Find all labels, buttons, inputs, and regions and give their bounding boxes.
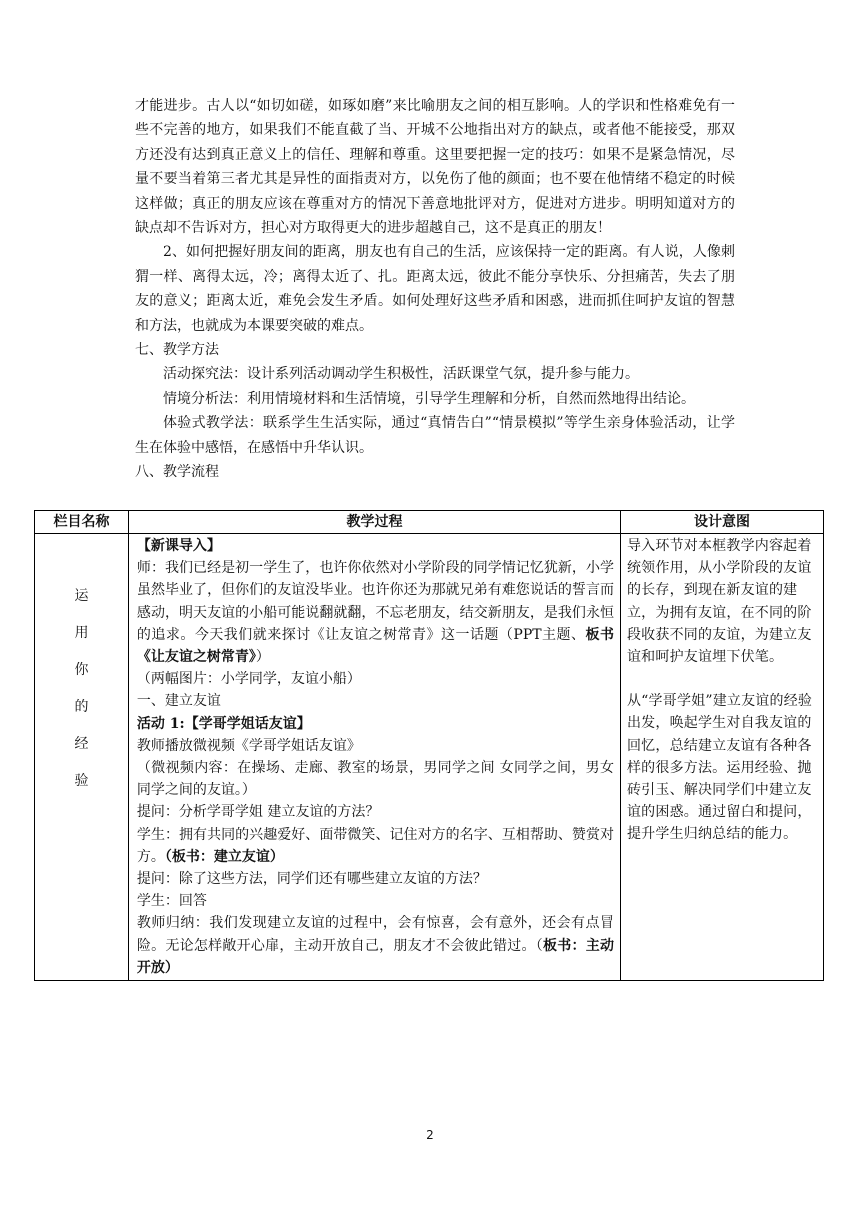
- teaching-flow-table: [34, 510, 824, 981]
- method-situation: 情境分析法：利用情境材料和生活情境，引导学生理解和分析，自然而然地得出结论。: [163, 390, 695, 407]
- teaching-process-cell: [128, 534, 620, 981]
- method-activity: 活动探究法：设计系列活动调动学生积极性，活跃课堂气氛，提升参与能力。: [163, 366, 639, 383]
- video-note: 教师播放微视频《学哥学姐话友谊》: [136, 737, 361, 754]
- section-heading-flow: 八、教学流程: [135, 464, 219, 481]
- header-teaching-process: 教学过程: [128, 511, 620, 534]
- method-experience: 体验式教学法：联系学生生活实际，通过“真情告白”“情景模拟”等学生亲身体验活动，让学生在体验中感悟，在感悟中升华认识。: [135, 415, 735, 456]
- table-row: [35, 534, 824, 981]
- header-design-intent: 设计意图: [620, 511, 823, 534]
- design-intent-cell: [620, 534, 823, 981]
- student-answer: 学生：拥有共同的兴趣爱好、面带微笑、记住对方的名字、互相帮助、赞赏对方。（板书：建立友谊）: [136, 826, 614, 865]
- spacer: [627, 668, 817, 690]
- paragraph-friend-distance: 2、如何把握好朋友间的距离，朋友也有自己的生活，应该保持一定的距离。有人说，人像刺猬一样、离得太远，冷；离得太近了、扎。距离太远，彼此不能分享快乐、分担痛苦，失去了朋友的意义；距离太近，难免会发生矛盾。如何处理好这些矛盾和困惑，进而抓住呵护友谊的智慧和方法，也就成为本课要突破的难点。: [135, 244, 735, 334]
- blackboard-note-build: （板书：建立友谊）: [164, 848, 284, 865]
- body-text: [135, 94, 735, 485]
- table-header-row: [35, 511, 824, 534]
- section-char: 经: [74, 736, 89, 752]
- section-name-cell: [35, 534, 129, 981]
- part-heading-build-friendship: 一、建立友谊: [136, 693, 221, 710]
- section-char: 验: [74, 773, 89, 789]
- blackboard-note-title: 板书《让友谊之树常青》: [136, 626, 614, 666]
- question-text-2: 提问：除了这些方法，同学们还有哪些建立友谊的方法？: [136, 871, 487, 888]
- question-text: 提问：分析学哥学姐 建立友谊的方法？: [136, 804, 380, 821]
- section-char: 运: [74, 588, 89, 604]
- intent-intro: 导入环节对本框教学内容起着统领作用，从小学阶段的友谊的长存，到现在新友谊的建立，为拥有友谊，在不同的阶段收获不同的友谊，为建立友谊和呵护友谊埋下伏笔。: [626, 538, 812, 666]
- blackboard-note-open: 板书：主动开放）: [136, 937, 614, 976]
- activity-heading: 活动 1:【学哥学姐话友谊】: [136, 715, 311, 732]
- header-column-name: 栏目名称: [35, 511, 129, 534]
- teacher-summary: 教师归纳：我们发现建立友谊的过程中，会有惊喜，会有意外，还会有点冒险。无论怎样敞开心扉，主动开放自己，朋友才不会彼此错过。（板书：主动开放）: [136, 915, 614, 976]
- section-char: 的: [74, 699, 89, 715]
- lesson-intro-heading: 【新课导入】: [136, 538, 221, 554]
- intent-activity: 从“学哥学姐”建立友谊的经验出发，唤起学生对自我友谊的回忆，总结建立友谊有各种各样的很多方法。运用经验、抛砖引玉、解决同学们中建立友谊的困惑。通过留白和提问，提升学生归纳总结的能力。: [626, 693, 813, 843]
- teacher-intro-text: 师：我们已经是初一学生了，也许你依然对小学阶段的同学情记忆犹新，小学虽然毕业了，但你们的友谊没毕业。也许你还为那就兄弟有难您说话的誓言而感动，明天友谊的小船可能说翻就翻，不忘老朋友，结交新朋友，是我们永恒的追求。今天我们就来探讨《让友谊之树常青》这一话题（PPT主题、板书《让友谊之树常青》）: [136, 560, 614, 666]
- image-note: （两幅图片：小学同学，友谊小船）: [136, 671, 361, 688]
- section-heading-methods: 七、教学方法: [135, 342, 219, 359]
- page-number: 2: [426, 1128, 434, 1142]
- video-content: （微视频内容：在操场、走廊、教室的场景，男同学之间 女同学之间，男女同学之间的友谊。）: [136, 760, 614, 799]
- section-char: 用: [74, 625, 89, 641]
- student-answer-2: 学生：回答: [136, 893, 207, 910]
- section-char: 你: [74, 662, 89, 678]
- paragraph-friend-criticism: 才能进步。古人以“如切如磋，如琢如磨”来比喻朋友之间的相互影响。人的学识和性格难免有一些不完善的地方，如果我们不能直截了当、开城不公地指出对方的缺点，或者他不能接受，那双方还没有达到真正意义上的信任、理解和尊重。这里要把握一定的技巧：如果不是紧急情况，尽量不要当着第三者尤其是异性的面指责对方，以免伤了他的颜面；也不要在他情绪不稳定的时候这样做；真正的朋友应该在尊重对方的情况下善意地批评对方，促进对方进步。明明知道对方的缺点却不告诉对方，担心对方取得更大的进步超越自己，这不是真正的朋友！: [135, 98, 735, 237]
